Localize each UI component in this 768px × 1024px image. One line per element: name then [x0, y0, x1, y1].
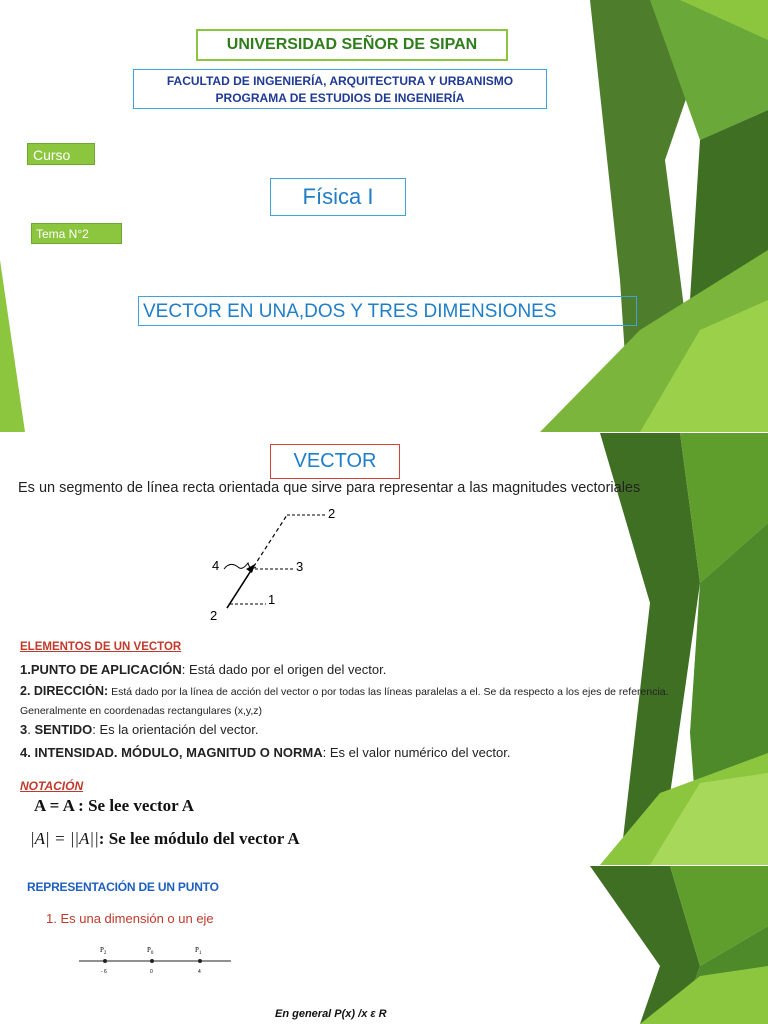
slide-title [0, 0, 768, 432]
faculty-line-2: PROGRAMA DE ESTUDIOS DE INGENIERÍA [215, 91, 465, 105]
element-3-number: 3 [20, 722, 28, 737]
general-statement: En general P(x) /x ε R [275, 1008, 387, 1020]
element-3-label: SENTIDO [34, 722, 93, 737]
tema-label: Tema N°2 [31, 223, 122, 244]
green-chevron-decoration [0, 0, 768, 432]
element-2-continued: Generalmente en coordenadas rectangulares (x,y,z) [20, 705, 263, 717]
point-p1 [198, 959, 202, 963]
label-3: 3 [296, 559, 304, 574]
element-3 [20, 722, 258, 737]
slide-point-representation [0, 866, 768, 1024]
slide-vector [0, 433, 768, 865]
vector-definition: Es un segmento de línea recta orientada que sirve para representar a las magnitudes vectoriales [18, 480, 641, 496]
tick-label-minus6: - 6 [101, 969, 107, 975]
elements-heading: ELEMENTOS DE UN VECTOR [20, 641, 182, 653]
curso-label: Curso [27, 143, 95, 165]
label-4: 4 [212, 558, 220, 573]
point-heading: REPRESENTACIÓN DE UN PUNTO [27, 880, 219, 894]
point-label-p1: $P_1$ [195, 946, 202, 956]
element-3-text: : Es la orientación del vector. [92, 722, 259, 737]
point-label-p0: $P_0$ [147, 946, 154, 956]
notation-module [30, 829, 300, 849]
label-2-top: 2 [328, 506, 336, 521]
one-dimension-axis [76, 940, 236, 976]
topic-title: VECTOR EN UNA,DOS Y TRES DIMENSIONES [138, 296, 637, 326]
label-2-bottom: 2 [210, 608, 218, 623]
module-text: : Se lee módulo del vector A [98, 829, 300, 848]
label-1: 1 [268, 592, 276, 607]
faculty-box [133, 69, 547, 109]
element-4-text: : Es el valor numérico del vector. [322, 745, 511, 760]
element-4-label: 4. INTENSIDAD. MÓDULO, MAGNITUD O NORMA [20, 745, 323, 760]
tick-label-4: 4 [198, 969, 201, 975]
element-3-dot: . [27, 722, 35, 737]
university-title: UNIVERSIDAD SEÑOR DE SIPAN [196, 29, 508, 61]
element-2 [20, 684, 765, 698]
vector-title: VECTOR [270, 444, 400, 479]
course-name: Física I [270, 178, 406, 216]
element-1-label: 1.PUNTO DE APLICACIÓN [20, 662, 182, 677]
element-2-text: Está dado por la línea de acción del vector o por todas las líneas paralelas a el. Se da respecto a los ejes de referencia. [108, 686, 669, 698]
notation-vector: A = A : Se lee vector A [34, 796, 194, 815]
faculty-line-1: FACULTAD DE INGENIERÍA, ARQUITECTURA Y URBANISMO [166, 74, 514, 88]
vector-diagram [200, 503, 350, 623]
element-2-label: 2. DIRECCIÓN: [20, 684, 109, 698]
notation-heading: NOTACIÓN [20, 779, 84, 793]
element-1-text: : Está dado por el origen del vector. [181, 662, 387, 677]
point-label-p2: $P_2$ [100, 946, 107, 956]
point-p0 [150, 959, 154, 963]
module-math: |A| = ||A|| [30, 829, 99, 848]
point-p2 [103, 959, 107, 963]
element-4 [20, 745, 510, 760]
item-one-dimension: 1. Es una dimensión o un eje [46, 911, 214, 926]
element-1 [20, 662, 386, 677]
tick-label-0: 0 [150, 969, 153, 975]
